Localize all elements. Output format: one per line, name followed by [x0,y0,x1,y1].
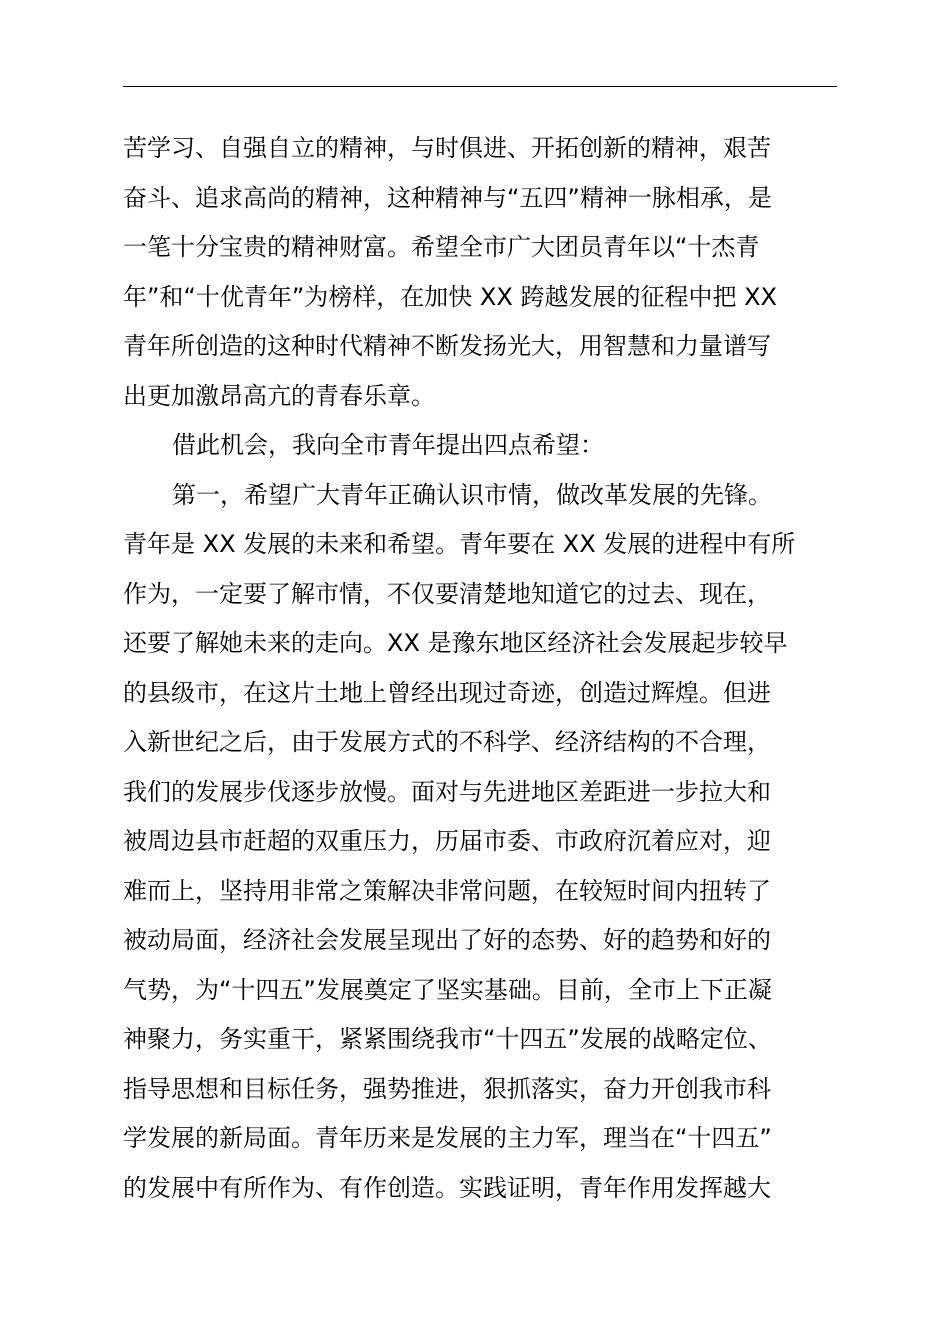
text-line: 指导思想和目标任务，强势推进，狠抓落实，奋力开创我市科 [123,1074,771,1103]
text-line: 作为，一定要了解市情，不仅要清楚地知道它的过去、现在， [123,579,771,608]
text-line: 神聚力，务实重干，紧紧围绕我市“十四五”发展的战略定位、 [123,1025,772,1053]
text-line: 入新世纪之后，由于发展方式的不科学、经济结构的不合理， [123,728,771,756]
text-line: 被动局面，经济社会发展呈现出了好的态势、好的趋势和好的 [123,926,771,954]
text-line: 我们的发展步伐逐步放慢。面对与先进地区差距进一步拉大和 [123,777,771,806]
text-line: 奋斗、追求高尚的精神，这种精神与“五四”精神一脉相承，是 [123,183,772,212]
text-line: 青年是 XX 发展的未来和希望。青年要在 XX 发展的进程中有所 [123,530,796,558]
header-rule [123,86,837,87]
text-line: 被周边县市赶超的双重压力，历届市委、市政府沉着应对，迎 [123,827,771,855]
text-line: 出更加激昂高亢的青春乐章。 [123,381,435,410]
text-line: 一笔十分宝贵的精神财富。希望全市广大团员青年以“十杰青 [123,233,760,261]
text-line: 还要了解她未来的走向。XX 是豫东地区经济社会发展起步较早 [123,629,788,657]
text-line: 苦学习、自强自立的精神，与时俱进、开拓创新的精神，艰苦 [123,134,771,162]
text-line: 难而上，坚持用非常之策解决非常问题，在较短时间内扭转了 [123,876,771,905]
text-line: 气势，为“十四五”发展奠定了坚实基础。目前，全市上下正凝 [123,975,772,1004]
paragraph-first-line: 第一，希望广大青年正确认识市情，做改革发展的先锋。 [172,480,772,509]
text-line: 青年所创造的这种时代精神不断发扬光大，用智慧和力量谱写 [123,332,771,360]
body-text [123,124,837,1213]
text-line: 的县级市，在这片土地上曾经出现过奇迹，创造过辉煌。但进 [123,678,771,707]
text-line: 的发展中有所作为、有作创造。实践证明，青年作用发挥越大 [123,1173,771,1202]
text-line: 学发展的新局面。青年历来是发展的主力军，理当在“十四五” [123,1124,772,1152]
paragraph-first-line: 借此机会，我向全市青年提出四点希望： [172,431,604,459]
text-line: 年”和“十优青年”为榜样，在加快 XX 跨越发展的征程中把 XX [123,282,777,311]
